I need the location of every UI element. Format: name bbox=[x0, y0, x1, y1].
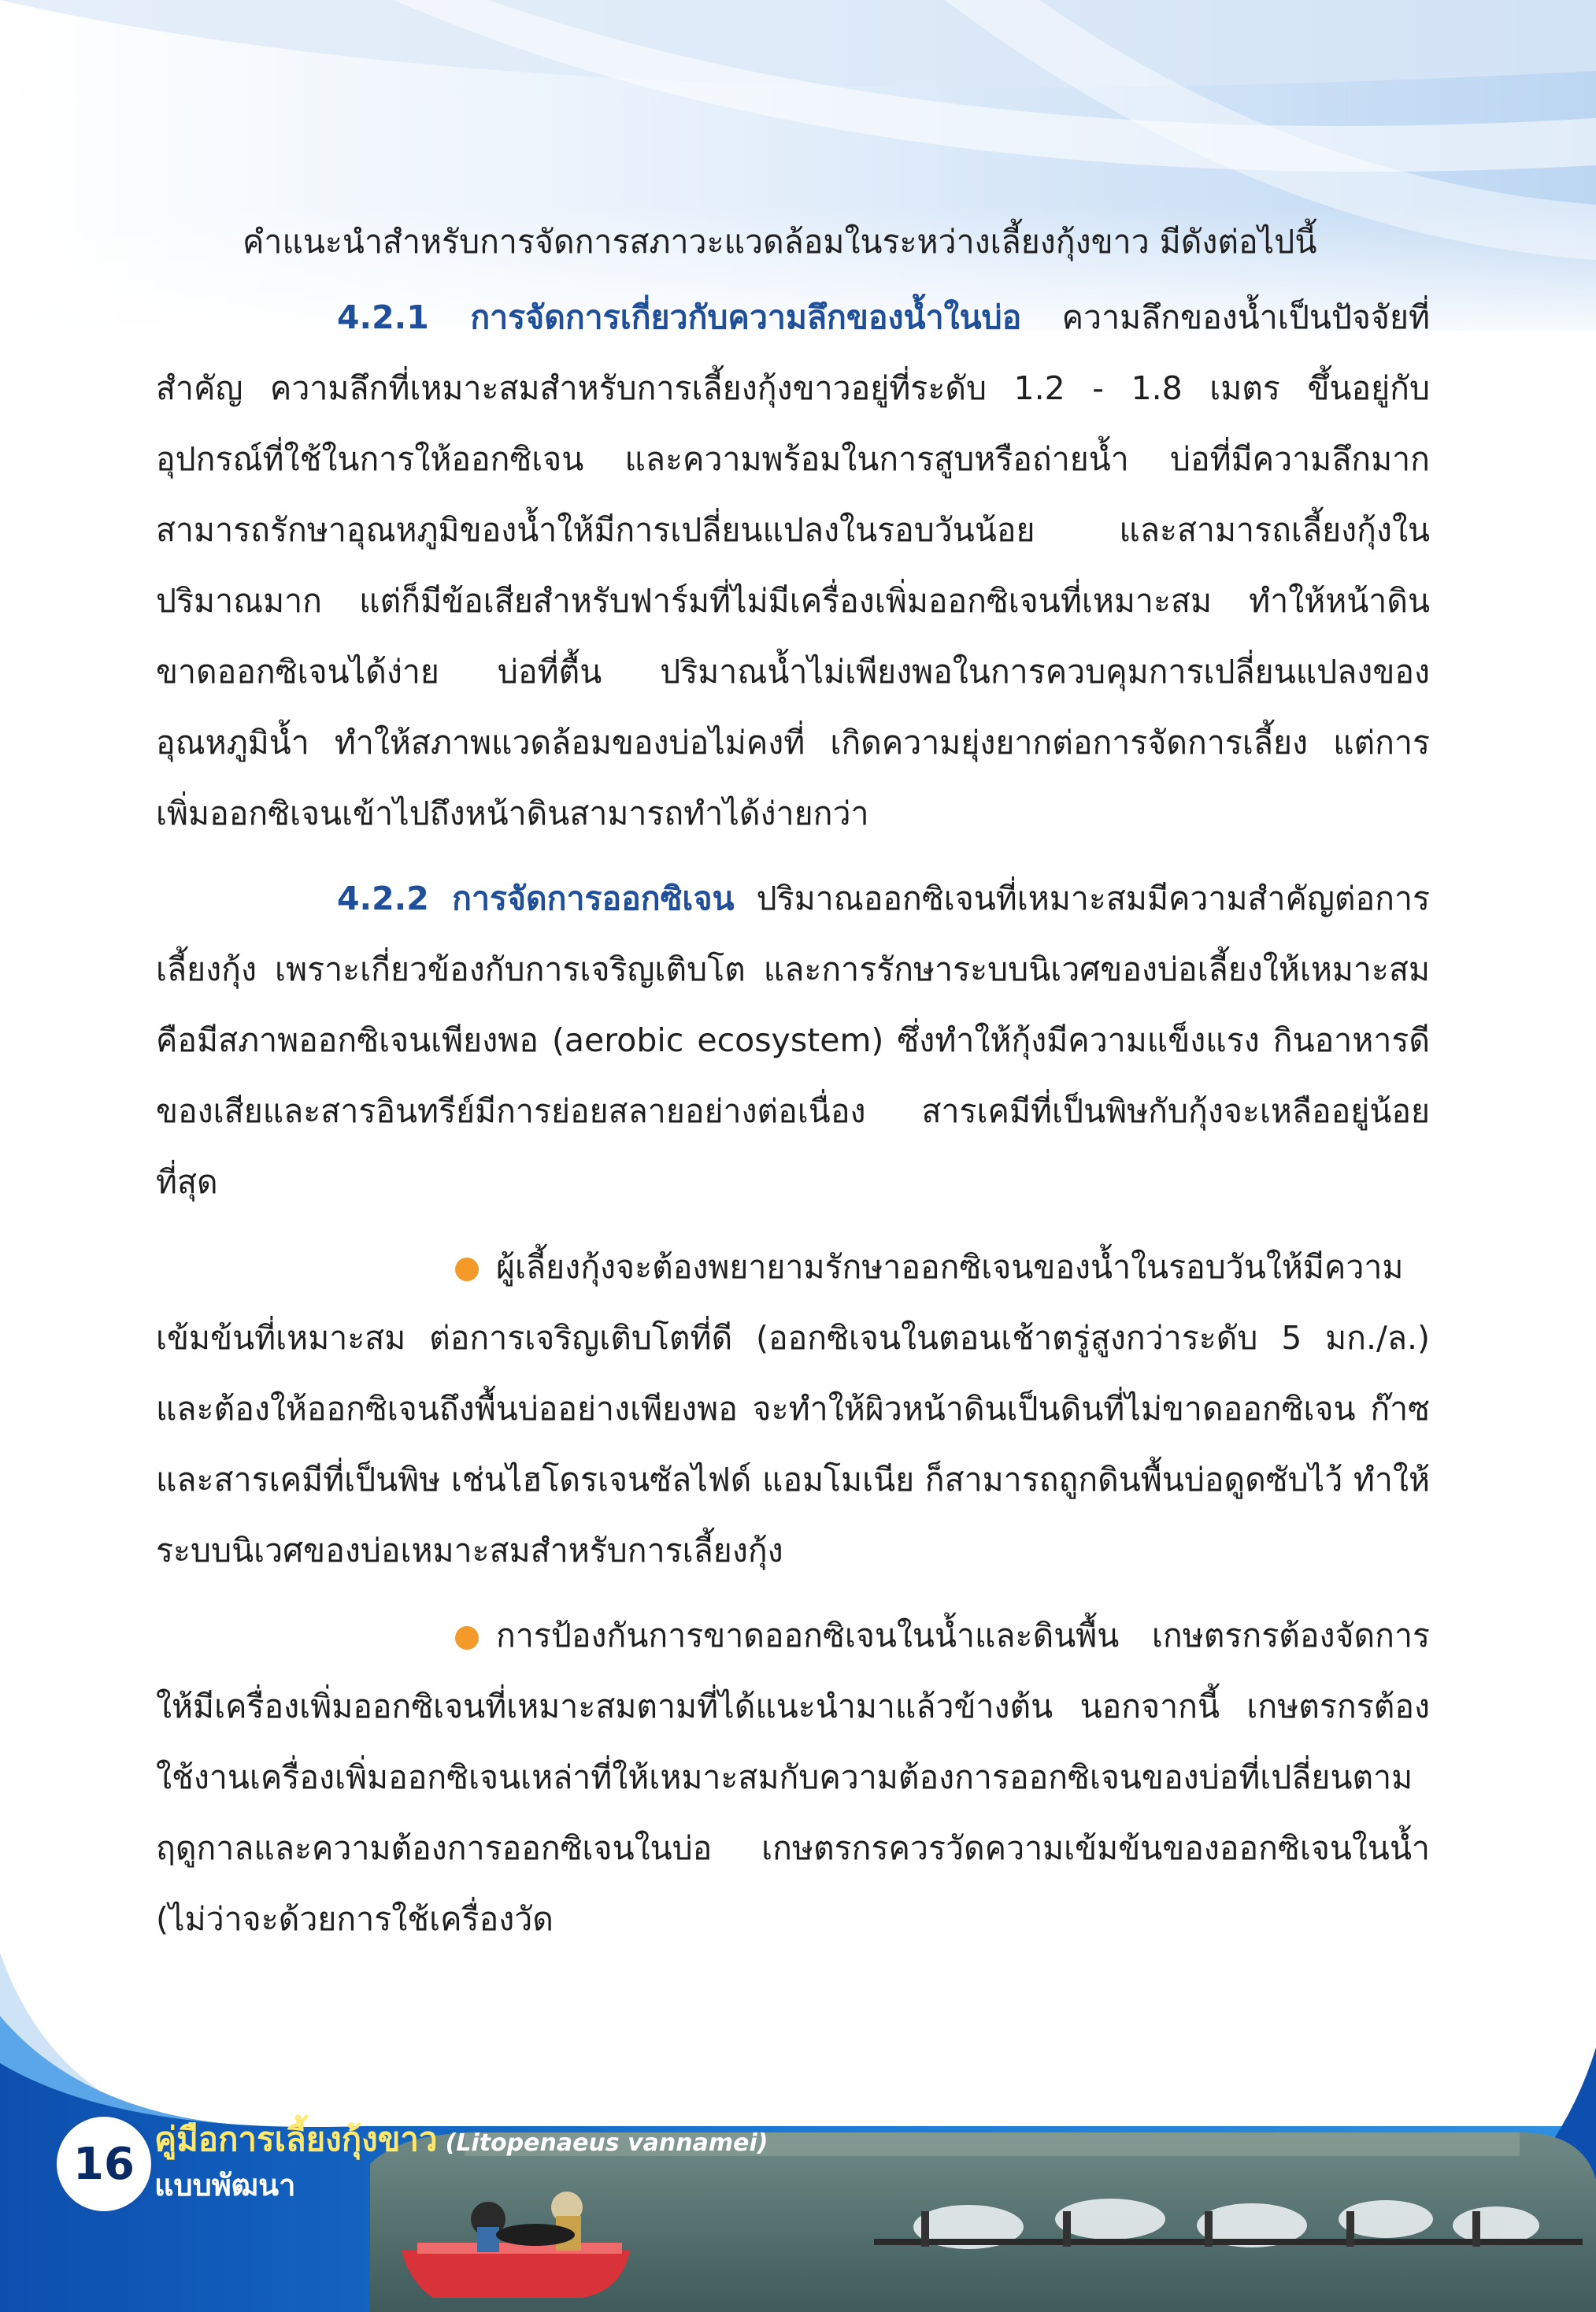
bullet-item bbox=[156, 1232, 1430, 1586]
footer-subtitle: แบบพัฒนา bbox=[154, 2168, 296, 2203]
page-number: 16 bbox=[57, 2117, 151, 2211]
section-4-2-2 bbox=[156, 863, 1430, 1217]
bullet-dot-icon bbox=[455, 1626, 479, 1650]
section-4-2-1 bbox=[156, 282, 1430, 849]
document-body bbox=[156, 206, 1430, 1954]
bullet-text: การป้องกันการขาดออกซิเจนในน้ำและดินพื้น เกษตรกรต้องจัดการให้มีเครื่องเพิ่มออกซิเจนที่เหมาะสมตามที่ได้แนะนำมาแล้วข้างต้น นอกจากนี้ เกษตรกรต้องใช้งานเครื่องเพิ่มออกซิเจนเหล่าที่ให้เหมาะสมกับความต้องการออกซิเจนของบ่อที่เปลี่ยนตามฤดูกาลและความต้องการออกซิเจนในบ่อ เกษตรกรควรวัดความเข้มข้นของออกซิเจนในน้ำ (ไม่ว่าจะด้วยการใช้เครื่องวัด bbox=[156, 1617, 1430, 1938]
section-text: ปริมาณออกซิเจนที่เหมาะสมมีความสำคัญต่อการเลี้ยงกุ้ง เพราะเกี่ยวข้องกับการเจริญเติบโต และการรักษาระบบนิเวศของบ่อเลี้ยงให้เหมาะสม คือมีสภาพออกซิเจนเพียงพอ (aerobic ecosystem) ซึ่งทำให้กุ้งมีความแข็งแรง กินอาหารดี ของเสียและสารอินทรีย์มีการย่อยสลายอย่างต่อเนื่อง สารเคมีที่เป็นพิษกับกุ้งจะเหลืออยู่น้อยที่สุด bbox=[156, 880, 1430, 1201]
bullet-text: ผู้เลี้ยงกุ้งจะต้องพยายามรักษาออกซิเจนของน้ำในรอบวันให้มีความเข้มข้นที่เหมาะสม ต่อการเจริญเติบโตที่ดี (ออกซิเจนในตอนเช้าตรู่สูงกว่าระดับ 5 มก./ล.) และต้องให้ออกซิเจนถึงพื้นบ่ออย่างเพียงพอ จะทำให้ผิวหน้าดินเป็นดินที่ไม่ขาดออกซิเจน ก๊าซและสารเคมีที่เป็นพิษ เช่นไฮโดรเจนซัลไฟด์ แอมโมเนีย ก็สามารถถูกดินพื้นบ่อดูดซับไว้ ทำให้ระบบนิเวศของบ่อเหมาะสมสำหรับการเลี้ยงกุ้ง bbox=[156, 1248, 1430, 1569]
bullet-item bbox=[156, 1600, 1430, 1954]
section-text: ความลึกของน้ำเป็นปัจจัยที่สำคัญ ความลึกที่เหมาะสมสำหรับการเลี้ยงกุ้งขาวอยู่ที่ระดับ 1.2 - 1.8 เมตร ขึ้นอยู่กับอุปกรณ์ที่ใช้ในการให้ออกซิเจน และความพร้อมในการสูบหรือถ่ายน้ำ บ่อที่มีความลึกมากสามารถรักษาอุณหภูมิของน้ำให้มีการเปลี่ยนแปลงในรอบวันน้อย และสามารถเลี้ยงกุ้งในปริมาณมาก แต่ก็มีข้อเสียสำหรับฟาร์มที่ไม่มีเครื่องเพิ่มออกซิเจนที่เหมาะสม ทำให้หน้าดินขาดออกซิเจนได้ง่าย บ่อที่ตื้น ปริมาณน้ำไม่เพียงพอในการควบคุมการเปลี่ยนแปลงของอุณหภูมิน้ำ ทำให้สภาพแวดล้อมของบ่อไม่คงที่ เกิดความยุ่งยากต่อการจัดการเลี้ยง แต่การเพิ่มออกซิเจนเข้าไปถึงหน้าดินสามารถทำได้ง่ายกว่า bbox=[156, 298, 1430, 832]
bullet-dot-icon bbox=[455, 1258, 479, 1281]
footer-title-thai: คู่มือการเลี้ยงกุ้งขาว bbox=[154, 2120, 438, 2158]
footer-title bbox=[154, 2114, 768, 2166]
intro-paragraph: คำแนะนำสำหรับการจัดการสภาวะแวดล้อมในระหว่างเลี้ยงกุ้งขาว มีดังต่อไปนี้ bbox=[243, 223, 1317, 261]
section-heading: 4.2.2 การจัดการออกซิเจน bbox=[337, 880, 735, 917]
section-heading: 4.2.1 การจัดการเกี่ยวกับความลึกของน้ำในบ่อ bbox=[337, 298, 1022, 336]
footer-latin-name: (Litopenaeus vannamei) bbox=[445, 2129, 768, 2157]
